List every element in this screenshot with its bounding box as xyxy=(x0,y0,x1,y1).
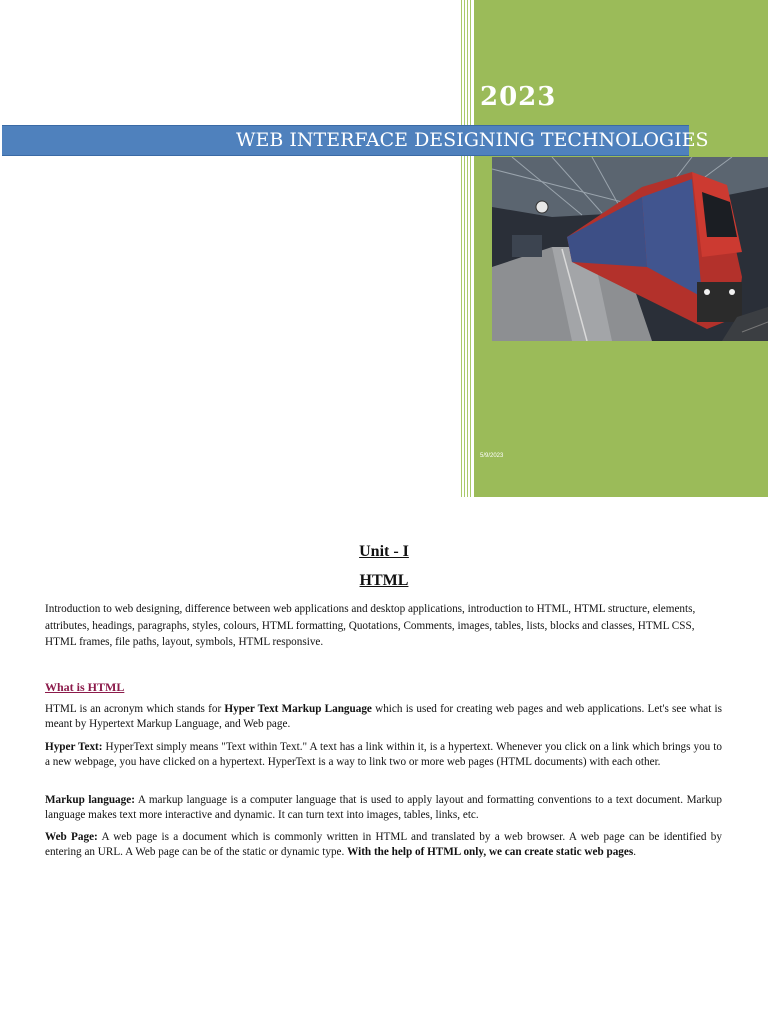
cover-page xyxy=(0,0,768,497)
decorative-line xyxy=(461,0,462,497)
bold-text: With the help of HTML only, we can create static web pages xyxy=(347,845,634,858)
unit-heading: Unit - I xyxy=(359,543,409,560)
decorative-line xyxy=(464,0,465,497)
text: A web page is a document which is commonly written in HTML and translated by a web browser. A web page can be identified by entering an URL. A Web page can be of the static or dynamic type. xyxy=(45,831,722,858)
unit-intro: Introduction to web designing, difference between web applications and desktop applications, introduction to HTML, HTML structure, elements, attributes, headings, paragraphs, styles, colours, HTML formatting, Quotations, Comments, images, tables, lists, blocks and classes, HTML CSS, HTML frames, file paths, layout, symbols, HTML responsive. xyxy=(45,603,696,648)
text: which is used for creating web pages and web applications. Let's see what is meant by Hypertext Markup Language, and Web page. xyxy=(45,703,722,730)
paragraph-markup-language xyxy=(45,793,722,822)
decorative-line xyxy=(470,0,471,497)
paragraph-web-page xyxy=(45,830,722,859)
bold-text: Hyper Text Markup Language xyxy=(224,703,372,715)
term-label: Markup language: xyxy=(45,794,135,806)
cover-date: 5/9/2023 xyxy=(480,453,504,459)
term-label: Web Page: xyxy=(45,831,98,843)
decorative-line xyxy=(467,0,468,497)
paragraph-hyper-text xyxy=(45,740,722,769)
document-title: WEB INTERFACE DESIGNING TECHNOLOGIES xyxy=(236,129,709,151)
text: A markup language is a computer language that is used to apply layout and formatting conventions to a text document. Markup language makes text more interactive and dynamic. It can turn text into images, tables, links, etc. xyxy=(45,794,722,821)
section-heading: What is HTML xyxy=(45,680,125,694)
title-bar xyxy=(2,125,709,156)
text: HTML is an acronym which stands for xyxy=(45,703,225,715)
paragraph-html-definition xyxy=(45,702,722,731)
text: HyperText simply means "Text within Text." A text has a link within it, is a hypertext. Whenever you click on a link which brings you to a new webpage, you have clicked on a hypertext. HyperText is a way to link two or more web pages (HTML documents) with each other. xyxy=(45,741,722,768)
train-photo-image xyxy=(492,157,768,341)
topic-heading: HTML xyxy=(359,572,409,589)
text: . xyxy=(633,845,636,858)
cover-year: 2023 xyxy=(480,82,557,112)
term-label: Hyper Text: xyxy=(45,741,103,753)
